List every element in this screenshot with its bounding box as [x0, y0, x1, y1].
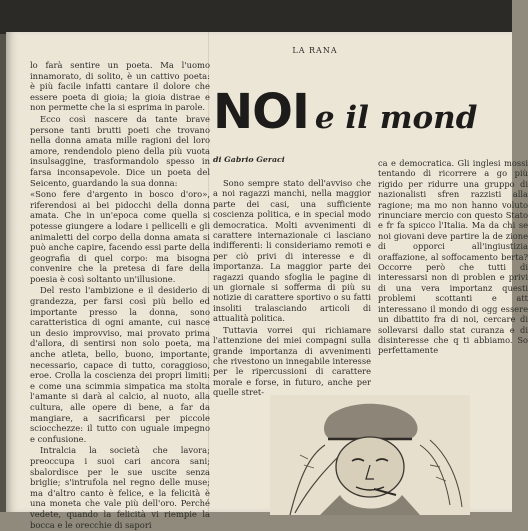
- col2-paragraph: Tuttavia vorrei qui richiamare l'attenzione dei miei compagni sulla grande importanza di avvenimenti che rivestono un innegabile interesse per le ripercussioni di carattere morale e forse, in futuro, anche per quelle stret-: [213, 324, 371, 398]
- illustration-portrait: [270, 395, 470, 515]
- right-column: [378, 158, 528, 357]
- middle-column: [213, 178, 371, 399]
- col1-paragraph: «Sono fere d'argento in bosco d'oro», riferendosi ai bei pidocchi della donna amata. Che in un'epoca come quella si potesse giungere a lodare i pellicelli e gli animaletti del corpo della donna amata si può anche capire, facendo essi parte della geografia di quel corpo: ma bisogna convenire che la pretesa di fare della poesia è così soltanto un'illusione.: [30, 189, 210, 284]
- col1-paragraph: Del resto l'ambizione e il desiderio di grandezza, per farsi così più bello ed importante presso la donna, sono caratteristica di ogni amante, cui nasce un desio improvviso, mai provato prima d'allora, di sentirsi non solo poeta, ma anche atleta, bello, buono, importante, necessario, capace di tutto, coraggioso, eroe. Crolla la coscienza dei propri limiti: e come una scimmia simpatica ma stolta l'amante si darà al calcio, al nuoto, alla cultura, alle opere di bene, a far da mangiare, a sacrificarsi per piccole sciocchezze: il tutto con uguale impegno e confusione.: [30, 285, 210, 444]
- col1-paragraph: Ecco così nascere da tante brave persone tanti brutti poeti che trovano nella donna amata mille ragioni del loro amore, rendendolo pieno della più vuota insulsaggine, trasformandolo spesso in farsa inconsapevole. Dice un poeta del Seicento, guardando la sua donna:: [30, 113, 210, 188]
- col3-paragraph: ca e democratica. Gli inglesi mossi tentando di ricorrere a go più rigido per ridurre una gruppo di nazionalisti sfren razzisti alla ragione; ma mo non hanno voluto rinunciare mercio con questo Stato e fr fa spicco l'Italia. Ma da chi se noi giovani deve partire la de zione di opporci all'ingiustizia oraffazione, al soffocamento berta? Occorre però che tutti di interessarsi non di problen e privi di una vera importanz questi problemi scottanti e att interessano il mondo di ogg essere un dibattito fra di noi, cercare di sollevarsi dallo stat curanza e di disinteresse che q ti abbiamo. So perfettamente: [378, 158, 528, 356]
- col1-paragraph: Intralcia la società che lavora; preoccupa i suoi cari ancora sani; sbalordisce per le sue uscite senza briglie; s'intrufola nel regno delle muse; ma d'altro canto è felice, e la felicità è una moneta che vale più dell'oro. Perché vedete, quando la felicità vi riempie la bocca e le orecchie di sapori: [30, 445, 210, 530]
- headline: [213, 84, 478, 140]
- running-head: LA RANA: [292, 46, 338, 55]
- byline: di Gabrio Geraci: [213, 155, 285, 164]
- dark-background-top: [0, 0, 512, 34]
- headline-noi: NOI: [213, 84, 309, 140]
- col1-paragraph: lo farà sentire un poeta. Ma l'uomo innamorato, di solito, è un cattivo poeta: è più facile infatti cantare il dolore che essere poeta di gioia; la gioia distrae e non permette che la si esprima in parole.: [30, 60, 210, 113]
- headline-rest: e il mond: [314, 100, 478, 136]
- col2-paragraph: Sono sempre stato dell'avviso che a noi ragazzi manchi, nella maggior parte dei casi, una sufficiente coscienza politica, e in special modo democratica. Molti avvenimenti di carattere internazionale ci lasciano indifferenti: li consideriamo remoti e per ciò privi di interesse e di importanza. La maggior parte dei ragazzi quando sfoglia le pagine di un giornale si sofferma di più su notizie di carattere sportivo o su fatti insoliti tralasciando articoli di attualità politica.: [213, 178, 371, 324]
- portrait-sketch: [270, 395, 470, 515]
- left-column: [30, 60, 210, 531]
